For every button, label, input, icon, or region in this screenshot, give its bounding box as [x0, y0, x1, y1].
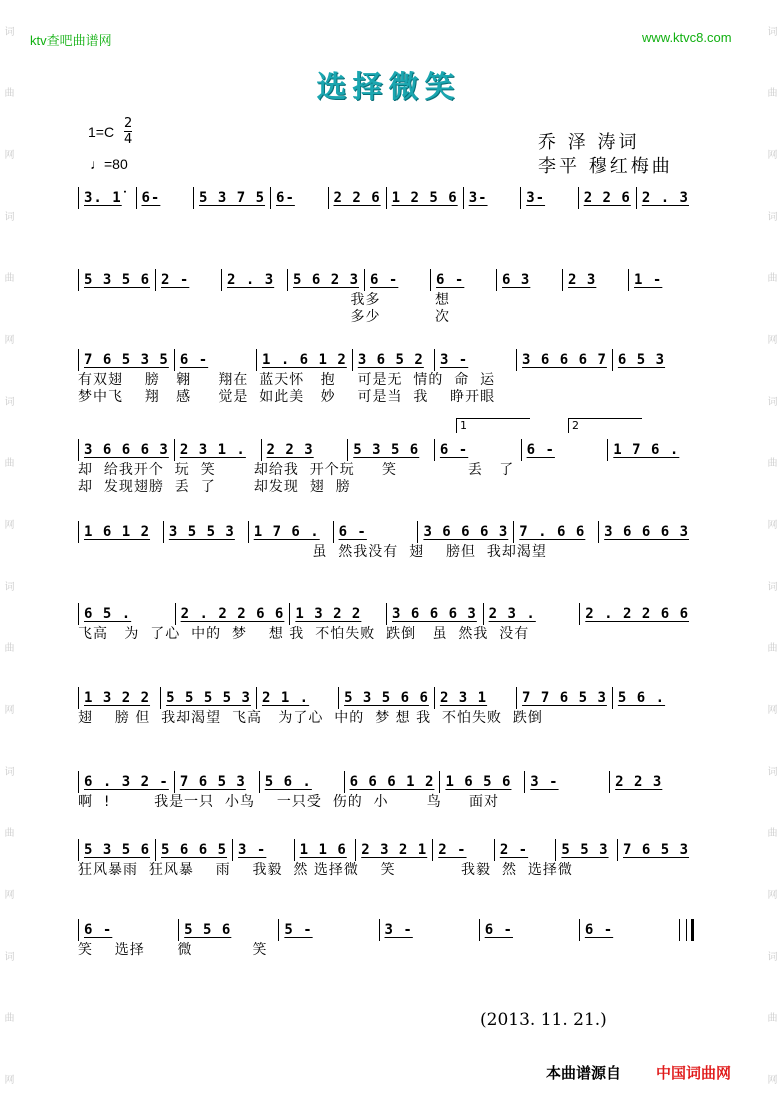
measure: 3- — [464, 187, 522, 209]
measure: 6 - — [365, 269, 431, 291]
time-signature-numerator: 2 — [124, 116, 133, 131]
measure: 5 3 7 5 — [194, 187, 271, 209]
measure: 2 2 3 — [262, 439, 349, 461]
measure: 5 3 5 6 6 — [339, 687, 435, 709]
tempo-marking: ♩=80 — [90, 156, 128, 172]
measure: 5 5 6 — [179, 919, 279, 941]
measure: 3 6 5 2 — [353, 349, 435, 371]
measure: 6 - — [522, 439, 609, 461]
measure: 2 2 6 — [579, 187, 637, 209]
measure: 7 6 5 3 — [623, 842, 690, 858]
measure: 3 - — [525, 771, 610, 793]
volta-bracket: 2 — [568, 418, 642, 433]
date-stamp: (2013. 11. 21.) — [480, 1010, 607, 1030]
measure: 3- — [521, 187, 579, 209]
header-site-url[interactable]: www.ktvc8.com — [642, 30, 732, 45]
measure: 2 . 3 — [641, 190, 689, 206]
measure: 6 - — [334, 521, 419, 543]
volta-bracket: 1 — [456, 418, 530, 433]
measure: 6 - — [580, 919, 680, 941]
measure: 3 6 6 6 3 — [604, 524, 690, 540]
lyricist-credit: 乔 泽 涛词 — [538, 132, 640, 153]
lyrics-line: 笑 选择 微 笑 — [78, 942, 268, 958]
measure: 7 6 5 3 5 — [78, 349, 175, 371]
header-site-name[interactable]: ktv查吧曲谱网 — [30, 33, 112, 48]
score-system — [78, 438, 694, 496]
notes-row — [78, 186, 694, 210]
measure: 1 1 6 — [295, 839, 357, 861]
footer-source-site[interactable]: 中国词曲网 — [656, 1064, 732, 1082]
lyrics-line: 梦中飞 翔 感 觉是 如此美 妙 可是当 我 睁开眼 — [78, 389, 496, 405]
notes-row — [78, 918, 694, 942]
measure: 7 7 6 5 3 — [517, 687, 613, 709]
measure: 2 3 1 . — [175, 439, 262, 461]
score-system — [78, 268, 694, 326]
song-title: 选择微笑 — [316, 70, 461, 105]
measure: 2 1 . — [257, 687, 339, 709]
measure: 3 6 6 6 3 — [387, 603, 484, 625]
notes-row — [78, 602, 694, 626]
measure: 7 6 5 3 — [175, 771, 260, 793]
measure: 2 2 6 — [329, 187, 387, 209]
measure: 3 6 6 6 7 — [517, 349, 613, 371]
lyrics-line: 翅 膀 但 我却渴望 飞高 为了心 中的 梦 想 我 不怕失败 跌倒 — [78, 710, 543, 726]
left-watermark-strip: 词 曲 网 词 曲 网 词 曲 网 词 曲 网 词 曲 网 词 曲 网 — [2, 25, 13, 1084]
lyrics-line: 多少 次 — [78, 309, 451, 325]
score-system — [78, 520, 694, 561]
footer-source-label: 本曲谱源自 — [546, 1064, 622, 1082]
lyrics-line: 却 发现翅膀 丢 了 却发现 翅 膀 — [78, 479, 351, 495]
measure: 2 3 — [563, 269, 629, 291]
measure: 2 . 2 2 6 6 — [585, 606, 689, 622]
measure: 6 - — [480, 919, 580, 941]
measure: 1 3 2 2 — [78, 687, 161, 709]
notes-row — [78, 838, 694, 862]
measure: 6 - — [78, 919, 179, 941]
lyrics-line: 我多 想 — [78, 292, 451, 308]
measure: 2 - — [156, 269, 222, 291]
measure: 3 6 6 6 3 — [418, 521, 514, 543]
measure: 2 . 3 — [222, 269, 288, 291]
measure: 2 . 2 2 6 6 — [176, 603, 291, 625]
score-system — [78, 686, 694, 727]
measure: 2 3 2 1 — [356, 839, 433, 861]
measure: 2 2 3 — [615, 774, 663, 790]
measure: 6 - — [175, 349, 257, 371]
lyrics-line: 有双翅 膀 翱 翔在 蓝天怀 抱 可是无 情的 命 运 — [78, 372, 496, 388]
measure: 3. 1̇ — [78, 187, 137, 209]
lyrics-line: 啊 ! 我是一只 小鸟 一只受 伤的 小 鸟 面对 — [78, 794, 500, 810]
measure: 5 3 5 6 — [78, 839, 156, 861]
measure: 2 - — [433, 839, 495, 861]
measure: 5 - — [279, 919, 379, 941]
score-system — [78, 186, 694, 210]
score-system — [78, 348, 694, 406]
measure: 6 3 — [497, 269, 563, 291]
measure: 6 . 3 2 - — [78, 771, 175, 793]
measure: 6- — [137, 187, 195, 209]
measure: 1 3 2 2 — [290, 603, 387, 625]
measure: 3 6 6 6 3 — [78, 439, 175, 461]
measure: 1 - — [634, 272, 663, 288]
lyrics-line: 飞高 为 了心 中的 梦 想 我 不怕失败 跌倒 虽 然我 没有 — [78, 626, 530, 642]
measure: 6 - — [435, 439, 522, 461]
notes-row — [78, 770, 694, 794]
notes-row — [78, 268, 694, 292]
notes-row — [78, 520, 694, 544]
notes-row — [78, 686, 694, 710]
measure: 5 3 5 6 — [348, 439, 435, 461]
lyrics-line: 却 给我开个 玩 笑 却给我 开个玩 笑 丢 了 — [78, 462, 515, 478]
measure: 5 5 5 5 3 — [161, 687, 257, 709]
notes-row — [78, 348, 694, 372]
measure: 7 . 6 6 — [514, 521, 599, 543]
measure: 2 3 1 — [435, 687, 517, 709]
measure: 1 6 1 2 — [78, 521, 164, 543]
score-system — [78, 838, 694, 879]
measure: 3 - — [435, 349, 517, 371]
measure: 3 - — [233, 839, 295, 861]
measure: 5 6 . — [617, 690, 666, 706]
final-barline — [686, 919, 694, 941]
measure: 3 - — [380, 919, 480, 941]
measure: 6- — [271, 187, 329, 209]
right-watermark-strip: 词 曲 网 词 曲 网 词 曲 网 词 曲 网 词 曲 网 词 曲 网 — [765, 25, 776, 1084]
measure: 1 7 6 . — [249, 521, 334, 543]
score-system — [78, 770, 694, 811]
measure: 5 6 2 3 — [288, 269, 365, 291]
score-system — [78, 918, 694, 959]
measure: 5 5 3 — [556, 839, 618, 861]
measure: 5 3 5 6 — [78, 269, 156, 291]
measure: 1 . 6 1 2 — [257, 349, 353, 371]
measure: 2 3 . — [484, 603, 581, 625]
lyrics-line: 虽 然我没有 翅 膀但 我却渴望 — [78, 544, 547, 560]
measure: 6 5 3 — [617, 352, 666, 368]
lyrics-line: 狂风暴雨 狂风暴 雨 我毅 然 选择微 笑 我毅 然 选择微 — [78, 862, 573, 878]
key-signature: 1=C — [88, 124, 115, 140]
score-system — [78, 602, 694, 643]
time-signature-denominator: 4 — [124, 132, 133, 147]
measure: 5 6 . — [260, 771, 345, 793]
measure: 3 5 5 3 — [164, 521, 249, 543]
measure: 1 2 5 6 — [387, 187, 464, 209]
time-signature — [124, 116, 132, 147]
notes-row — [78, 438, 694, 462]
composer-credit: 李平 穆红梅曲 — [538, 156, 673, 177]
measure: 1 6 5 6 — [440, 771, 525, 793]
measure: 6 - — [431, 269, 497, 291]
measure: 6 5 . — [78, 603, 176, 625]
measure: 2 - — [495, 839, 557, 861]
measure: 5 6 6 5 — [156, 839, 233, 861]
measure: 1 7 6 . — [613, 442, 680, 458]
measure: 6 6 6 1 2 — [345, 771, 441, 793]
